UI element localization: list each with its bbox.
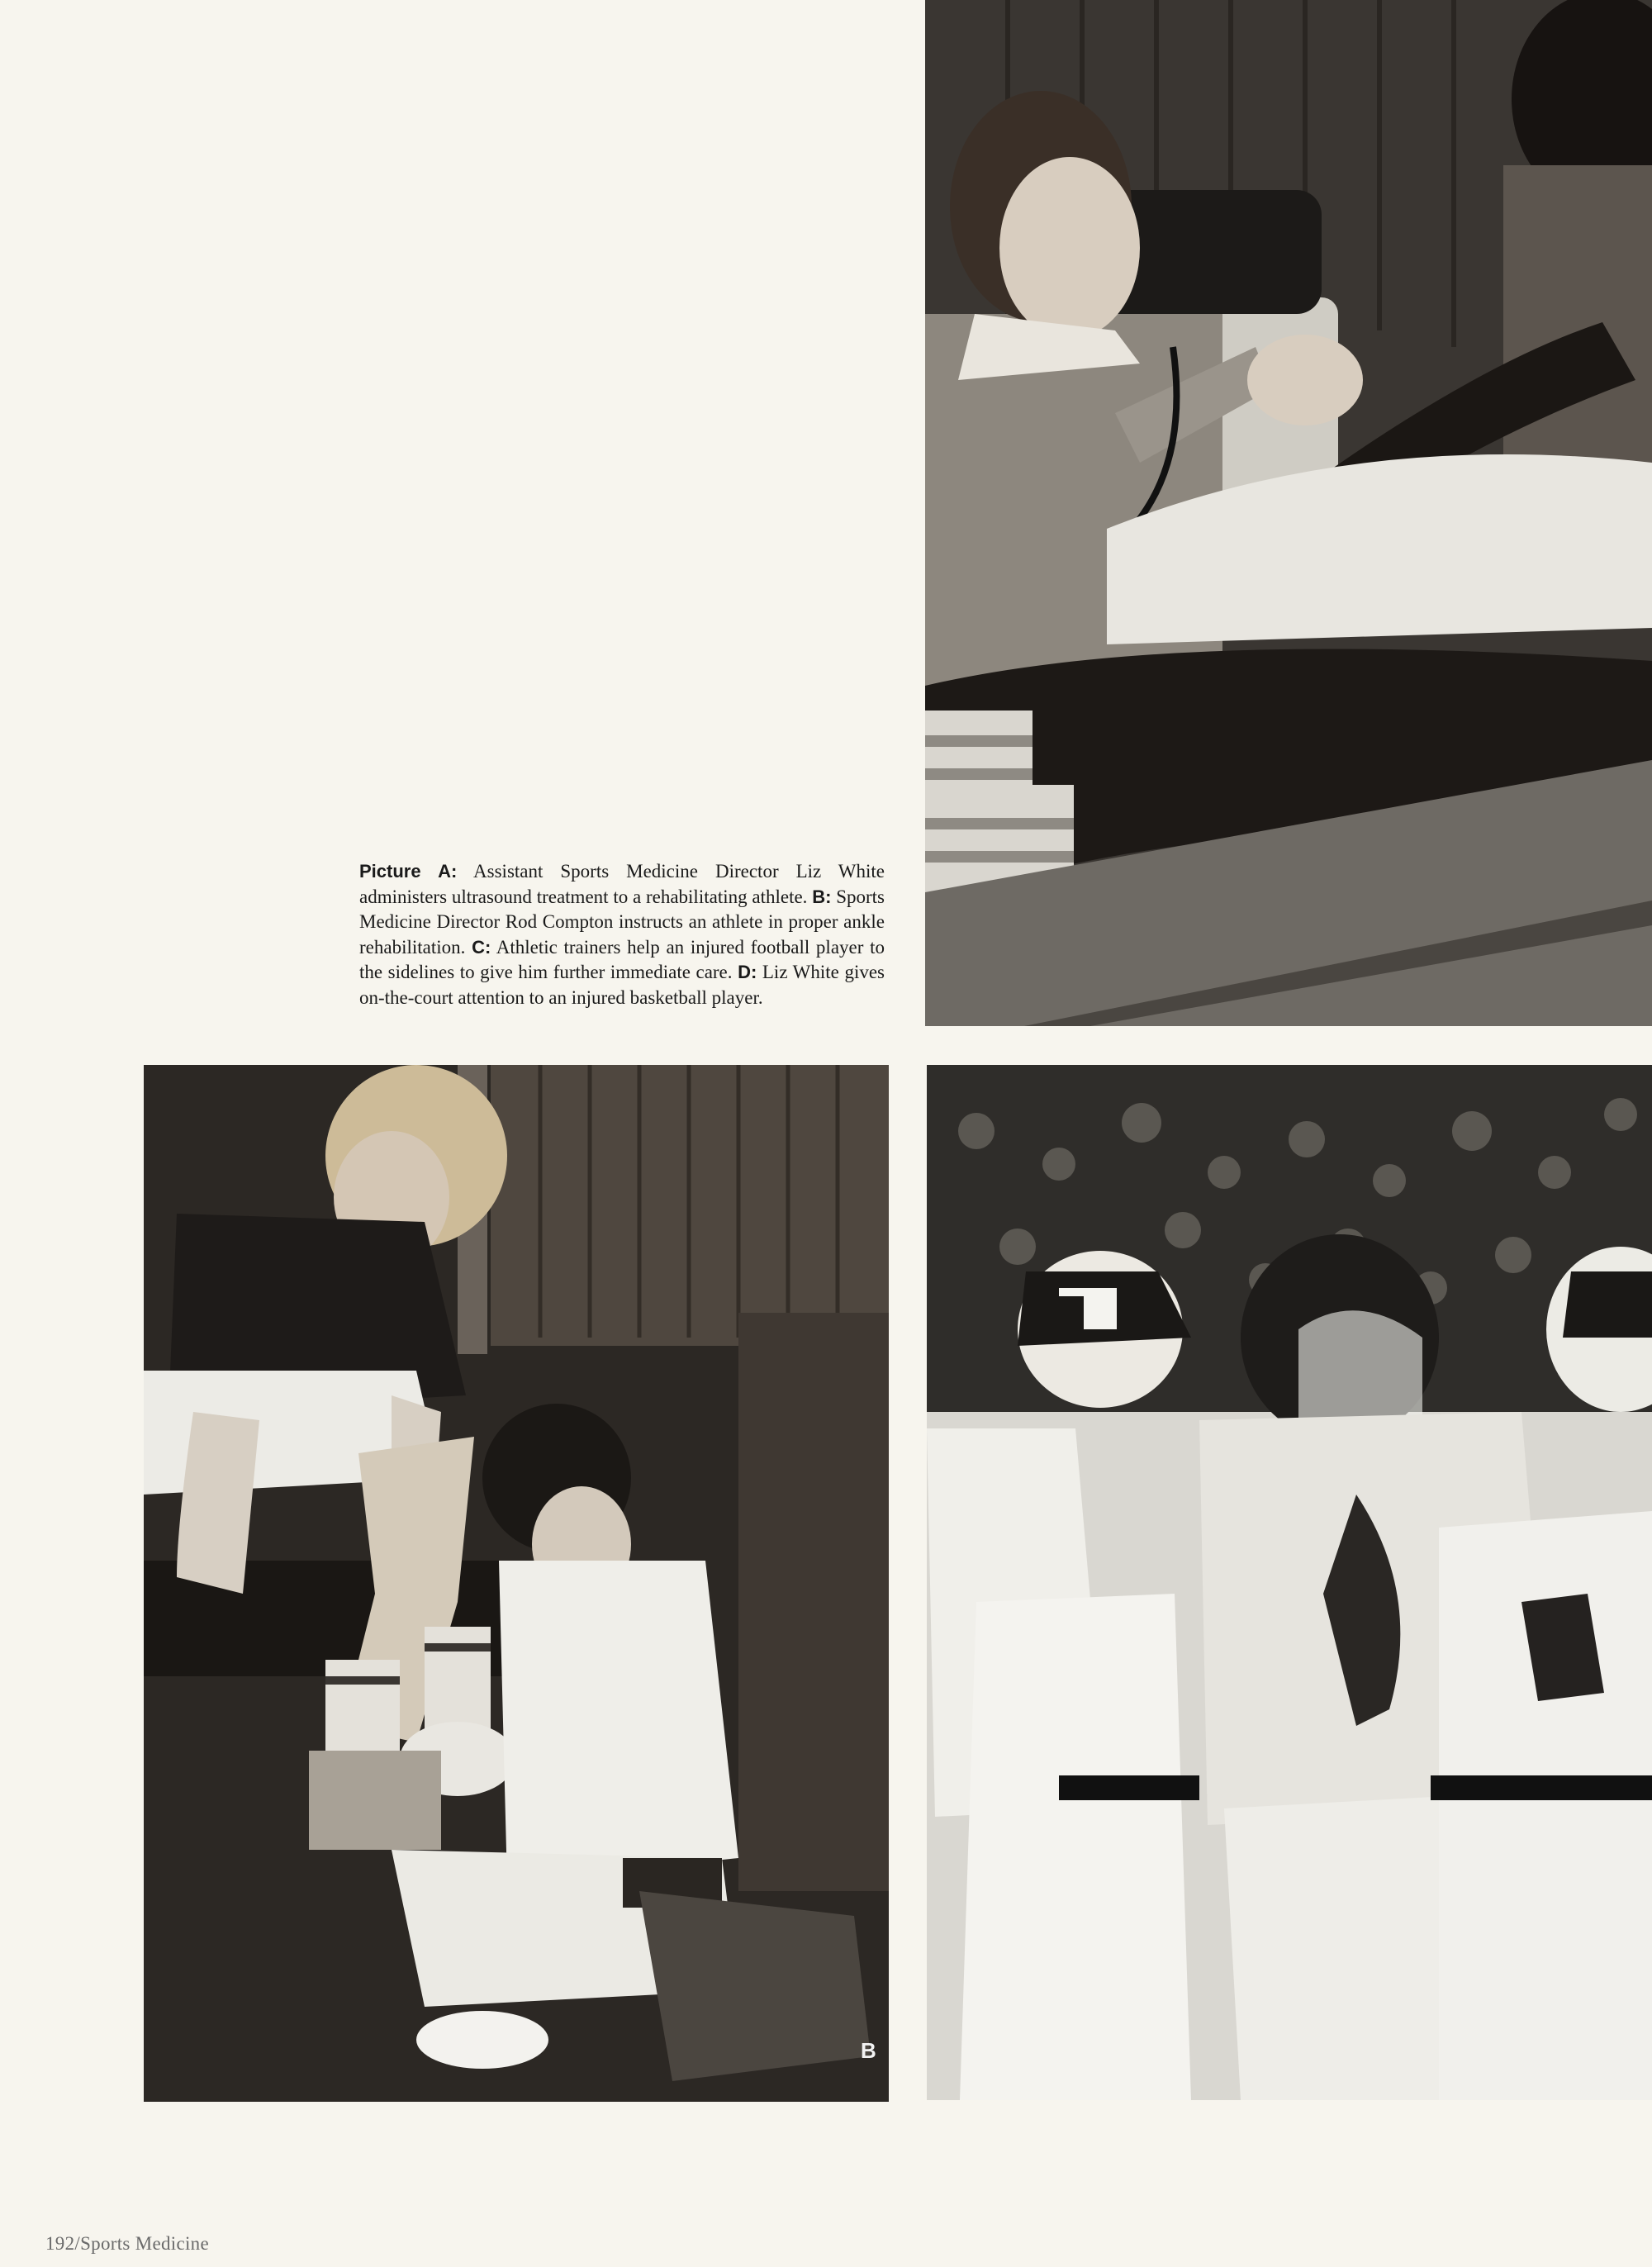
photo-caption <box>359 859 885 1010</box>
caption-key-d: D: <box>738 962 757 982</box>
caption-text-c: Athletic trainers help an injured football player to the sidelines to give him further immediate care. <box>359 936 885 982</box>
caption-text-b: Sports Medicine Director Rod Compton instructs an athlete in proper ankle rehabilitation. <box>359 886 885 958</box>
caption-key-c: C: <box>472 936 491 958</box>
photo-a-image <box>925 0 1652 1026</box>
photo-ultrasound-treatment <box>925 0 1652 1026</box>
page-folio: 192/Sports Medicine <box>45 2233 209 2254</box>
photo-c-image <box>927 1065 1652 2100</box>
photo-football-sidelines <box>927 1065 1652 2100</box>
caption-key-a: Picture A: <box>359 861 458 882</box>
caption-key-b: B: <box>812 886 832 907</box>
caption-text-a: Assistant Sports Medicine Director Liz White administers ultrasound treatment to a rehabilitating athlete. <box>359 861 885 907</box>
caption-text-d: Liz White gives on-the-court attention to an injured basketball player. <box>359 962 885 1008</box>
photo-ankle-rehabilitation <box>144 1065 889 2102</box>
photo-b-image <box>144 1065 889 2102</box>
photo-b-letter: B <box>861 2038 876 2063</box>
